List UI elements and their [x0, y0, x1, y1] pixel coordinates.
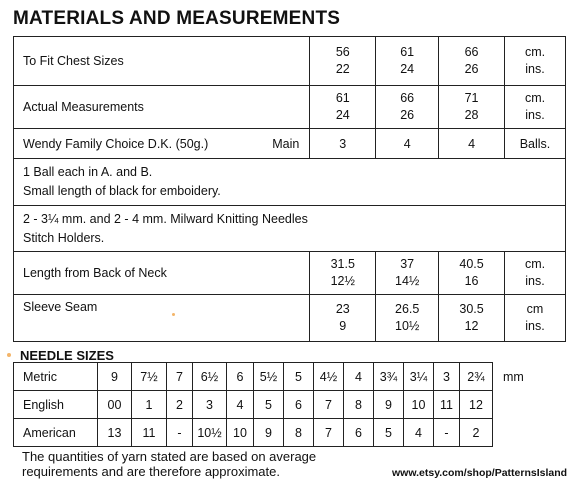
needle-cell: 4 — [344, 363, 374, 391]
chest-size-3: 66 26 — [439, 37, 505, 86]
needle-cell: 6 — [227, 363, 254, 391]
yarn-balls-2: 4 — [376, 129, 439, 159]
needle-cell: 2 — [167, 391, 193, 419]
chest-size-1: 56 22 — [310, 37, 376, 86]
needle-cell: 7½ — [132, 363, 167, 391]
length-label: Length from Back of Neck — [14, 252, 310, 295]
actual-label: Actual Measurements — [14, 86, 310, 129]
needle-cell: 9 — [254, 419, 284, 447]
extra-yarn-note: 1 Ball each in A. and B. Small length of black for emboidery. — [14, 159, 566, 206]
length-size-1: 31.5 12½ — [310, 252, 376, 295]
needle-cell: 12 — [460, 391, 493, 419]
needle-cell: 4 — [404, 419, 434, 447]
needle-cell: 5½ — [254, 363, 284, 391]
needle-cell: 10½ — [193, 419, 227, 447]
length-size-3: 40.5 16 — [439, 252, 505, 295]
needle-cell: 4½ — [314, 363, 344, 391]
needle-cell: 9 — [374, 391, 404, 419]
actual-size-3: 71 28 — [439, 86, 505, 129]
sleeve-units: cm ins. — [505, 295, 566, 342]
needle-cell: 3¾ — [374, 363, 404, 391]
needle-cell: 5 — [254, 391, 284, 419]
footer-note: The quantities of yarn stated are based on average requirements and are therefore approximate. — [22, 449, 317, 479]
needle-cell: 7 — [314, 391, 344, 419]
needle-row-label: English — [14, 391, 98, 419]
needle-cell: 11 — [434, 391, 460, 419]
needle-cell: 10 — [404, 391, 434, 419]
needle-row-metric — [14, 363, 566, 391]
needle-cell: 00 — [98, 391, 132, 419]
needle-sizes-table — [13, 362, 566, 447]
needle-row-american — [14, 419, 566, 447]
chest-size-2: 61 24 — [376, 37, 439, 86]
needle-cell: 3 — [193, 391, 227, 419]
needle-cell: 9 — [98, 363, 132, 391]
needle-cell: 5 — [284, 363, 314, 391]
needle-sizes-heading: NEEDLE SIZES — [20, 348, 114, 363]
needle-cell: 8 — [284, 419, 314, 447]
shop-url[interactable]: www.etsy.com/shop/PatternsIsland — [392, 467, 568, 479]
needle-cell: - — [167, 419, 193, 447]
needle-row-label: American — [14, 419, 98, 447]
needle-cell: 4 — [227, 391, 254, 419]
sleeve-label: Sleeve Seam — [14, 295, 310, 342]
needles-note: 2 - 3¼ mm. and 2 - 4 mm. Milward Knitting Needles Stitch Holders. — [14, 206, 566, 252]
length-row — [14, 252, 566, 295]
yarn-balls-3: 4 — [439, 129, 505, 159]
needle-cell: 6 — [284, 391, 314, 419]
chest-row — [14, 37, 566, 86]
needle-cell: 5 — [374, 419, 404, 447]
decorative-dot — [7, 353, 11, 357]
needle-unit: mm — [503, 369, 524, 384]
needle-cell: 11 — [132, 419, 167, 447]
needle-cell: 6½ — [193, 363, 227, 391]
sleeve-row — [14, 295, 566, 342]
needle-cell: 8 — [344, 391, 374, 419]
needle-cell: 3¼ — [404, 363, 434, 391]
chest-units: cm. ins. — [505, 37, 566, 86]
needle-cell: 13 — [98, 419, 132, 447]
needle-cell: 7 — [167, 363, 193, 391]
needle-cell: 7 — [314, 419, 344, 447]
extra-yarn-row — [14, 159, 566, 206]
length-units: cm. ins. — [505, 252, 566, 295]
length-size-2: 37 14½ — [376, 252, 439, 295]
needle-unit-empty — [493, 419, 566, 447]
needle-cell: 1 — [132, 391, 167, 419]
needle-cell: 2 — [460, 419, 493, 447]
yarn-label: Wendy Family Choice D.K. (50g.) Main — [14, 129, 310, 159]
yarn-balls-1: 3 — [310, 129, 376, 159]
actual-size-2: 66 26 — [376, 86, 439, 129]
sleeve-size-3: 30.5 12 — [439, 295, 505, 342]
actual-row — [14, 86, 566, 129]
needle-cell: 6 — [344, 419, 374, 447]
yarn-main-label: Main — [272, 136, 300, 151]
page-title: MATERIALS AND MEASUREMENTS — [13, 8, 341, 29]
actual-size-1: 61 24 — [310, 86, 376, 129]
needle-cell: 3 — [434, 363, 460, 391]
materials-table — [13, 36, 566, 342]
decorative-dot — [172, 313, 175, 316]
actual-units: cm. ins. — [505, 86, 566, 129]
needle-row-label: Metric — [14, 363, 98, 391]
needle-cell: 10 — [227, 419, 254, 447]
yarn-row — [14, 129, 566, 159]
chest-label: To Fit Chest Sizes — [14, 37, 310, 86]
needle-unit-empty — [493, 391, 566, 419]
needles-row — [14, 206, 566, 252]
needle-row-english — [14, 391, 566, 419]
yarn-unit: Balls. — [505, 129, 566, 159]
needle-cell: 2¾ — [460, 363, 493, 391]
sleeve-size-2: 26.5 10½ — [376, 295, 439, 342]
sleeve-size-1: 23 9 — [310, 295, 376, 342]
needle-cell: - — [434, 419, 460, 447]
